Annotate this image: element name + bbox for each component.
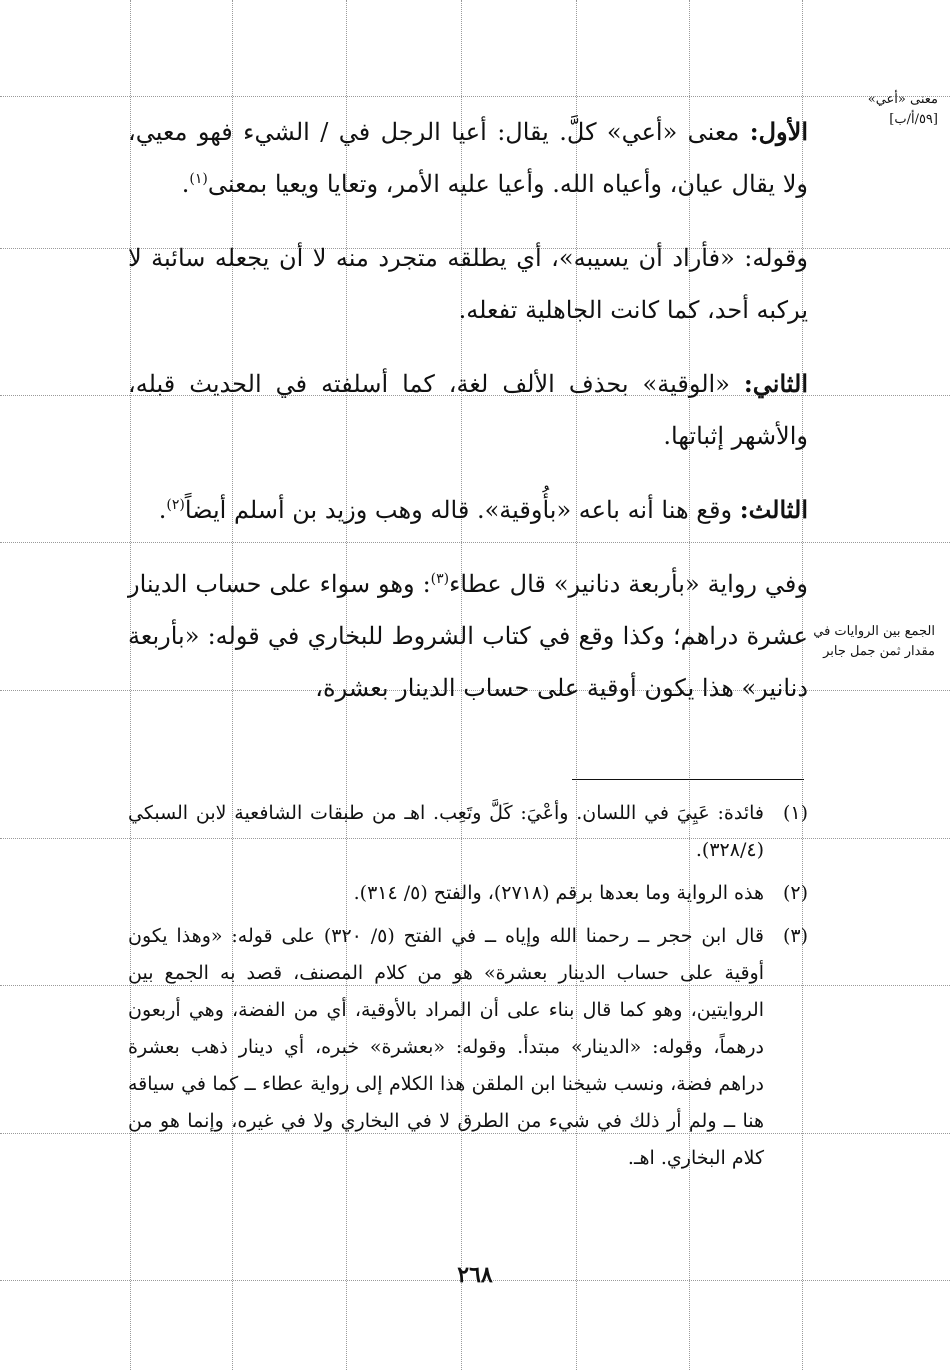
guide-line (0, 96, 950, 97)
page-number: ٢٦٨ (457, 1262, 493, 1288)
paragraph-text: وقع هنا أنه باعه «بأُوقية». قاله وهب وزيد بن أسلم أيضاً (184, 496, 740, 524)
footnote-text: قال ابن حجر ــ رحمنا الله وإياه ــ في الفتح (٥/ ٣٢٠) على قوله: «وهذا يكون أوقية على حساب الدينار بعشرة» هو من كلام المصنف، قصد به الجمع بين الروايتين، وهو كما قال بناء على أن المراد بالأوقية، أي من الفضة، وهي أربعون درهماً، وقوله: «الدينار» مبتدأ. وقوله: «بعشرة» خبره، أي دينار ذهب بعشرة دراهم فضة، ونسب شيخنا ابن الملقن هذا الكلام إلى رواية عطاء ــ كما في سياقه هنا ــ ولم أر ذلك في شيء من الطرق لا في البخاري ولا في غيره، وإنما هو من كلام البخاري. اهـ. (128, 925, 764, 1169)
manuscript-folio-ref: [٥٩/أ/ب] (889, 112, 938, 127)
footnote-number: (١) (782, 802, 808, 824)
paragraph-third (128, 484, 808, 536)
paragraph-text: معنى «أعي» كلَّ. يقال: أعيا الرجل في / الشيء فهو معيي، ولا يقال عيان، وأعياه الله. وأعيا عليه الأمر، وتعايا ويعيا بمعنى (128, 118, 808, 198)
paragraph-second (128, 358, 808, 462)
footnote-text: هذه الرواية وما بعدها برقم (٢٧١٨)، والفتح (٥/ ٣١٤). (353, 882, 764, 904)
paragraph-first (128, 106, 808, 210)
footnote-number: (٢) (782, 882, 808, 904)
paragraph-heading: الثاني: (743, 369, 808, 398)
footnote-text: فائدة: عَيِيَ في اللسان. وأعْيَ: كَلَّ وتَعِب. اهـ من طبقات الشافعية لابن السبكي (٣٢٨/٤). (128, 802, 764, 861)
paragraph-narration (128, 558, 808, 714)
main-text (128, 106, 808, 736)
footnote-separator (572, 779, 804, 780)
paragraph-text: وفي رواية «بأربعة دنانير» قال عطاء (449, 570, 808, 598)
footnote (128, 918, 808, 1177)
footnote-ref[interactable]: (٣) (430, 571, 450, 587)
paragraph-text: «الوقية» بحذف الألف لغة، كما أسلفته في الحديث قبله، والأشهر إثباتها. (128, 370, 808, 450)
footnote (128, 795, 808, 869)
margin-note-meaning (818, 90, 938, 130)
paragraph-quote (128, 232, 808, 336)
footnotes (128, 795, 808, 1183)
margin-note-title: معنى «أعي» (867, 92, 938, 107)
paragraph-heading: الأول: (749, 117, 808, 146)
footnote-ref[interactable]: (١) (189, 171, 208, 187)
paragraph-end: . (181, 170, 190, 198)
footnote-ref[interactable]: (٢) (166, 497, 185, 513)
paragraph-end: . (158, 496, 167, 524)
margin-note-reconciliation: الجمع بين الروايات في مقدار ثمن جمل جابر (813, 624, 935, 659)
footnote (128, 875, 808, 912)
paragraph-text: : وهو سواء على حساب الدينار عشرة دراهم؛ وكذا وقع في كتاب الشروط للبخاري في قوله: «بأربعة دنانير» هذا يكون أوقية على حساب الدينار بعشرة، (128, 570, 808, 702)
footnote-number: (٣) (782, 925, 808, 947)
paragraph-heading: الثالث: (739, 495, 808, 524)
paragraph-text: وقوله: «فأراد أن يسيبه»، أي يطلقه متجرد منه لا أن يجعله سائبة لا يركبه أحد، كما كانت الجاهلية تفعله. (128, 244, 808, 324)
